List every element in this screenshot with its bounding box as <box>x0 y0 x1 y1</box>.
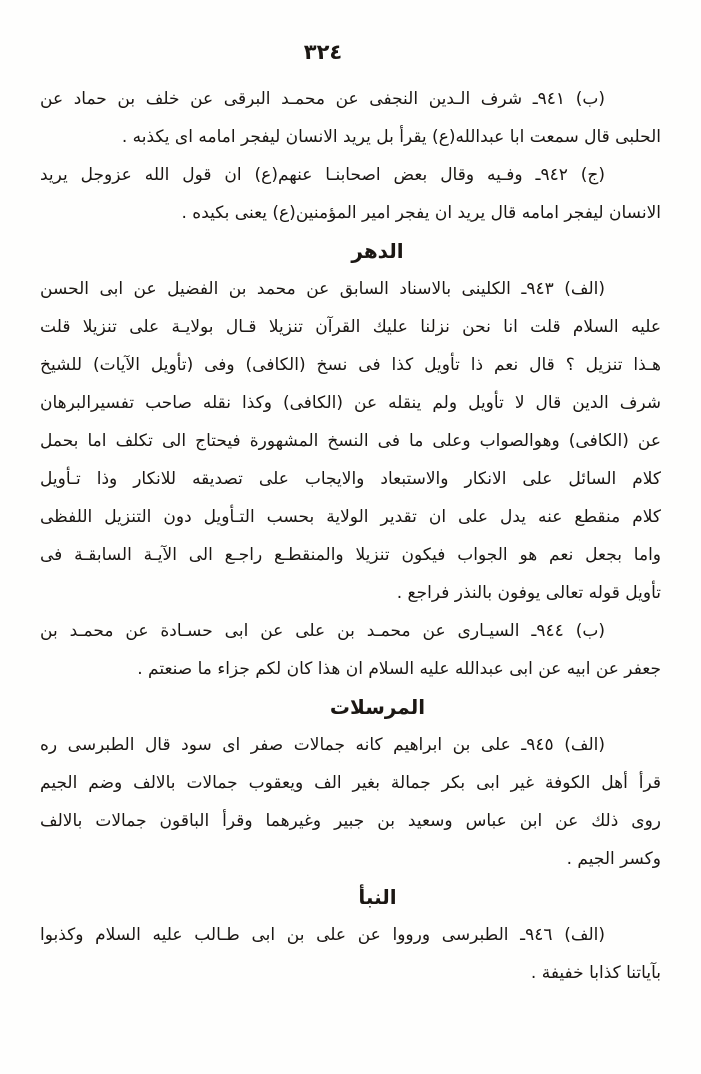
text-line: (الف) ٩٤٥ـ على بن ابراهيم كانه جمالات صفر اى سود قال الطبرسى ره <box>40 735 605 755</box>
text-line: بآياتنا كذابا خفيفة . <box>530 963 661 983</box>
text-line: (الف) ٩٤٦ـ الطبرسى ورووا عن على بن ابى طـالب عليه السلام وكذبوا <box>40 925 606 945</box>
text-line: كلام السائل على الانكار والاستبعاد والايجاب على تصديقه للانكار وذا تـأويل <box>40 469 661 489</box>
surah-heading-al-mursalat: المرسلات <box>329 695 426 719</box>
text-line: (ب) ٩٤١ـ شرف الـدين النجفى عن محمـد البرقى عن خلف بن حماد عن <box>40 89 605 109</box>
text-line: قرأ أهل الكوفة غير ابى بكر جمالة بغير الف ويعقوب جمالات بالالف وضم الجيم <box>40 773 661 793</box>
text-line: عن (الكافى) وهوالصواب وعلى ما فى النسخ المشهورة فيحتاج الى تكلف اما بحمل <box>40 431 661 451</box>
surah-heading-ad-dahr: الدهر <box>351 239 404 263</box>
hadith-paragraph-942 <box>40 156 661 232</box>
hadith-paragraph-941 <box>40 80 661 156</box>
hadith-paragraph-943 <box>40 270 661 612</box>
text-line: شرف الدين قال لا تأويل ولم ينقله عن (الكافى) وكذا نقله صاحب تفسيرالبرهان <box>40 393 661 413</box>
text-line: واما بجعل نعم هو الجواب فيكون تنزيلا والمنقطـع راجـع الى الآيـة السابقـة فى <box>40 545 661 565</box>
text-line: الحلبى قال سمعت ابا عبدالله(ع) يقرأ بل يريد الانسان ليفجر امامه اى يكذبه . <box>121 127 661 147</box>
text-line: كلام منقطع عنه يدل على ان تقدير الولاية بحسب التـأويل دون التنزيل اللفظى <box>40 507 661 527</box>
text-line: عليه السلام قلت انا نحن نزلنا عليك القرآن تنزيلا قـال بولايـة على تنزيلا قلت <box>40 317 661 337</box>
page-number: ٣٢٤ <box>303 40 343 64</box>
text-line: (ج) ٩٤٢ـ وفـيه وقال بعض اصحابنـا عنهم(ع) ان قول الله عزوجل يريد <box>40 165 605 185</box>
text-line: هـذا تنزيل ؟ قال نعم ذا تأويل كذا فى نسخ (الكافى) وفى (تأويل الآيات) للشيخ <box>40 355 661 375</box>
hadith-paragraph-944 <box>40 612 661 688</box>
text-block <box>40 80 661 992</box>
text-line: جعفر عن ابيه عن ابى عبدالله عليه السلام ان هذا كان لكم جزاء ما صنعتم . <box>137 659 661 679</box>
text-line: (ب) ٩٤٤ـ السيـارى عن محمـد بن على عن ابى حسـادة عن محمـد بن <box>40 621 605 641</box>
text-line: (الف) ٩٤٣ـ الكلينى بالاسناد السابق عن محمد بن الفضيل عن ابى الحسن <box>40 279 605 299</box>
surah-heading-an-naba: النبأ <box>358 885 397 909</box>
hadith-paragraph-946 <box>40 916 661 992</box>
text-line: تأويل قوله تعالى يوفون بالنذر فراجع . <box>396 583 661 603</box>
text-line: الانسان ليفجر امامه قال يريد ان يفجر امير المؤمنين(ع) يعنى بكيده . <box>181 203 661 223</box>
text-line: روى ذلك عن ابن عباس وسعيد بن جبير وغيرهما وقرأ الباقون جمالات بالالف <box>40 811 661 831</box>
text-line: وكسر الجيم . <box>566 849 661 869</box>
hadith-paragraph-945 <box>40 726 661 878</box>
